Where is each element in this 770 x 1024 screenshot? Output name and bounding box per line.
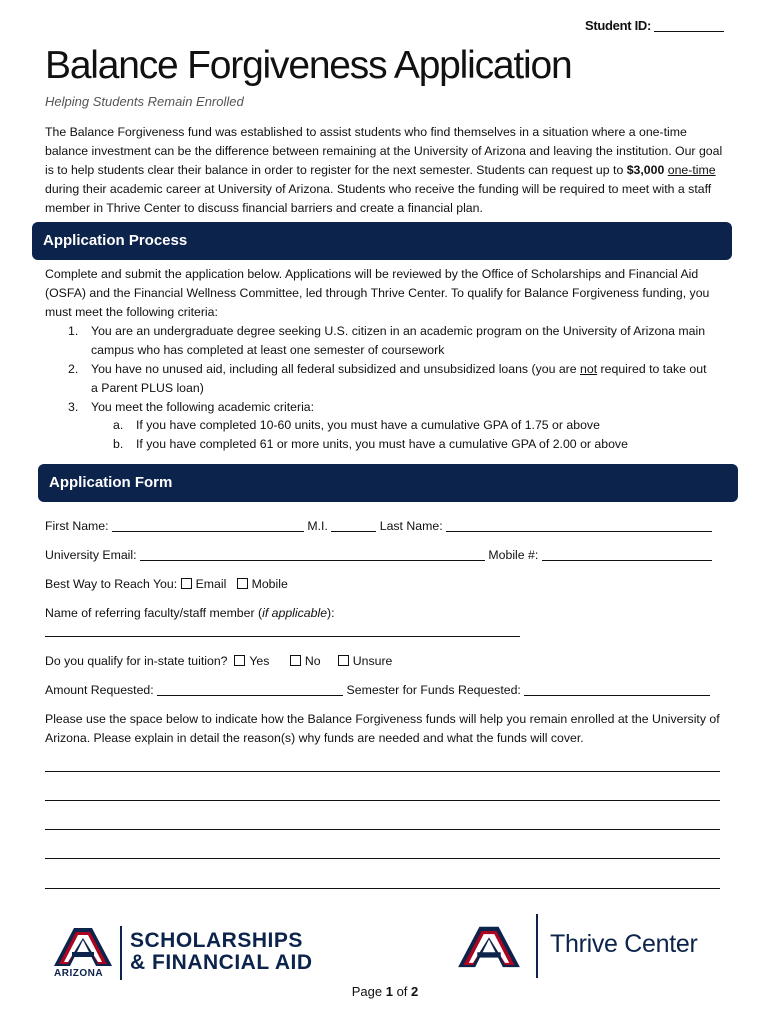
explanation-line[interactable] [45,829,720,830]
mobile-field[interactable] [542,548,712,561]
explanation-line[interactable] [45,888,720,889]
criteria-text-after: required to take out a Parent PLUS loan) [91,362,707,395]
mobile-option-label: Mobile [251,577,288,591]
student-id-field[interactable] [585,18,724,33]
mobile-label: Mobile #: [488,548,539,562]
amount-row [45,682,710,698]
university-email-field[interactable] [140,548,485,561]
last-name-field[interactable] [446,519,712,532]
arizona-a-icon [456,918,522,978]
page-subtitle: Helping Students Remain Enrolled [45,94,244,109]
in-state-row [45,653,392,669]
intro-text-1: The Balance Forgiveness fund was established to assist students who find themselves in a situation where a one-time balance investment can be the difference between remaining at the University of Arizona and leaving the institution. Our goal is to help students clear their balance in order to register for the next semester. Students can request up to [45,125,723,177]
criteria-number: 2. [68,362,79,376]
amount-requested-field[interactable] [157,683,343,696]
osfa-logo [48,922,358,984]
best-way-label: Best Way to Reach You: [45,577,178,591]
intro-text-2: during their academic career at University of Arizona. Students who receive the funding will be required to meet with a staff member in Thrive Center to discuss financial barriers and create a financial plan. [45,182,712,215]
page-mid: of [392,984,412,999]
email-checkbox[interactable] [181,578,192,589]
unsure-label: Unsure [352,654,393,668]
referring-field[interactable] [45,636,520,637]
sub-criteria-letter: a. [113,418,124,432]
referring-text-before: Name of referring faculty/staff member ( [45,606,263,620]
sub-criteria-text: If you have completed 10-60 units, you must have a cumulative GPA of 1.75 or above [136,418,600,432]
osfa-line-2: & FINANCIAL AID [130,951,313,974]
page-prefix: Page [351,984,386,999]
process-heading: Application Process [43,232,188,249]
logo-divider [120,926,122,980]
thrive-logo [456,914,726,980]
arizona-wordmark: ARIZONA [54,968,104,979]
criteria-number: 3. [68,400,79,414]
unsure-checkbox[interactable] [338,655,349,666]
explanation-line[interactable] [45,800,720,801]
first-name-label: First Name: [45,519,109,533]
semester-label: Semester for Funds Requested: [346,683,521,697]
referring-text-after: ): [327,606,335,620]
email-option-label: Email [195,577,227,591]
sub-criteria-letter: b. [113,437,124,451]
no-label: No [304,654,321,668]
arizona-a-icon [52,926,114,970]
criteria-text [91,360,711,398]
mi-field[interactable] [331,519,376,532]
criteria-not: not [580,362,598,376]
mi-label: M.I. [307,519,328,533]
process-intro: Complete and submit the application below. Applications will be reviewed by the Office of Scholarships and Financial Aid (OSFA) and the Financial Wellness Committee, led through Thrive Center. To qualify for Balance Forgiveness funding, you must meet the following criteria: [45,267,710,319]
referring-label [45,605,335,621]
criteria-text-before: You have no unused aid, including all federal subsidized and unsubsidized loans (you are [91,362,581,376]
referring-italic: if applicable [262,606,328,620]
explain-instructions: Please use the space below to indicate how the Balance Forgiveness funds will help you remain enrolled at the University of Arizona. Please explain in detail the reason(s) why funds are needed and what the funds will cover. [45,712,720,745]
intro-paragraph [45,123,725,218]
in-state-label: Do you qualify for in-state tuition? [45,654,228,668]
first-name-field[interactable] [112,519,304,532]
page-number [0,984,770,999]
mobile-checkbox[interactable] [237,578,248,589]
explanation-line[interactable] [45,858,720,859]
semester-field[interactable] [524,683,710,696]
name-row [45,518,712,534]
intro-amount: $3,000 [626,163,665,177]
no-checkbox[interactable] [290,655,301,666]
student-id-label: Student ID: [584,18,651,33]
yes-label: Yes [249,654,270,668]
contact-row [45,547,712,563]
student-id-blank[interactable] [654,19,724,32]
intro-one-time: one-time [667,163,716,177]
sub-criteria-text: If you have completed 61 or more units, you must have a cumulative GPA of 2.00 or above [136,437,628,451]
page-total: 2 [411,984,419,999]
reach-row [45,576,288,592]
form-heading: Application Form [49,474,173,491]
criteria-list [68,322,728,457]
osfa-line-1: SCHOLARSHIPS [130,929,303,952]
thrive-wordmark: Thrive Center [550,930,698,958]
section-header-form [38,464,738,502]
criteria-number: 1. [68,324,79,338]
osfa-wordmark [130,930,313,974]
criteria-text: You meet the following academic criteria: [91,400,315,414]
last-name-label: Last Name: [379,519,443,533]
logo-divider [536,914,538,978]
yes-checkbox[interactable] [234,655,245,666]
amount-requested-label: Amount Requested: [45,683,154,697]
page-current: 1 [385,984,393,999]
page-title: Balance Forgiveness Application [45,44,572,87]
section-header-process [32,222,732,260]
university-email-label: University Email: [45,548,137,562]
criteria-text: You are an undergraduate degree seeking U.S. citizen in an academic program on the University of Arizona main campus who has completed at least one semester of coursework [91,324,706,357]
explanation-line[interactable] [45,771,720,772]
